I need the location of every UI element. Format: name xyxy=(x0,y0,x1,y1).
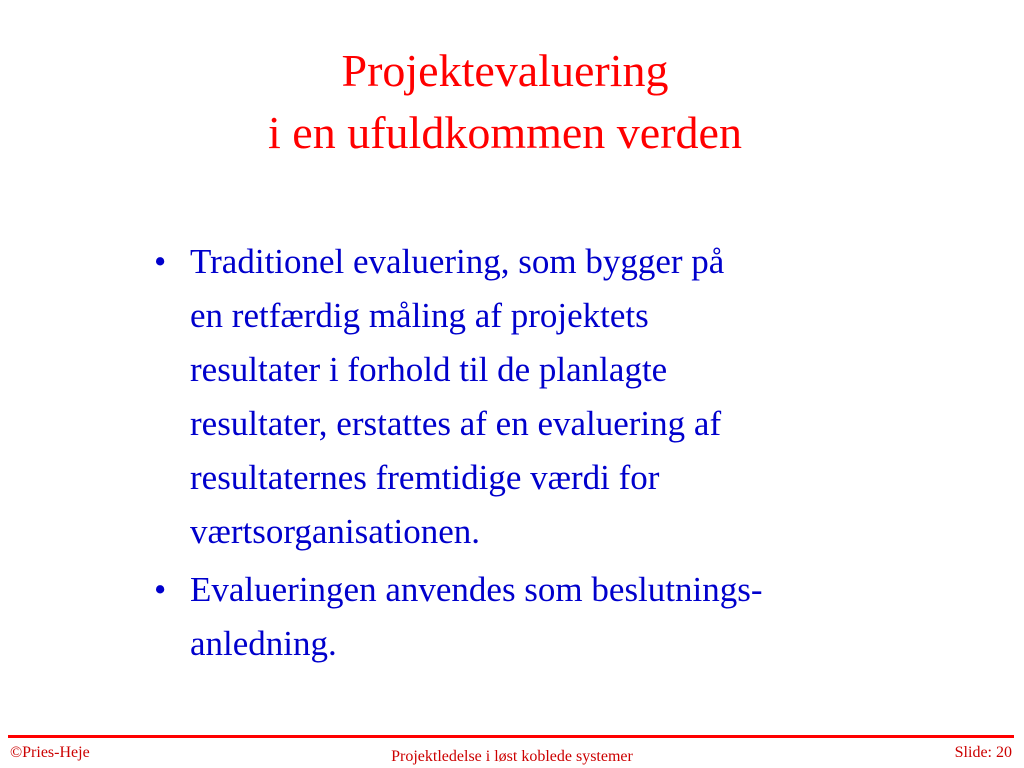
slide-title xyxy=(0,40,1010,164)
footer-divider xyxy=(8,735,1014,738)
bullet-1-line-2: en retfærdig måling af projektets xyxy=(190,296,649,335)
bullet-marker: • xyxy=(154,570,167,609)
bullet-item-1 xyxy=(152,235,952,559)
bullet-1-line-4: resultater, erstattes af en evaluering af xyxy=(190,404,722,443)
footer-course-title: Projektledelse i løst koblede systemer xyxy=(391,748,633,765)
bullet-1-line-5: resultaternes fremtidige værdi for xyxy=(190,458,660,497)
bullet-1-line-6: værtsorganisationen. xyxy=(190,512,481,551)
bullet-1-line-1: Traditionel evaluering, som bygger på xyxy=(190,242,725,281)
bullet-2-line-2: anledning. xyxy=(190,624,337,663)
bullet-item-2 xyxy=(152,563,952,671)
footer-slide-number: Slide: 20 xyxy=(954,744,1012,761)
footer-copyright: ©Pries-Heje xyxy=(10,744,90,761)
title-line-2: i en ufuldkommen verden xyxy=(268,107,742,158)
bullet-list xyxy=(152,235,952,675)
title-line-1: Projektevaluering xyxy=(341,45,669,96)
bullet-marker: • xyxy=(154,242,167,281)
bullet-2-line-1: Evalueringen anvendes som beslutnings- xyxy=(190,570,763,609)
bullet-1-line-3: resultater i forhold til de planlagte xyxy=(190,350,668,389)
